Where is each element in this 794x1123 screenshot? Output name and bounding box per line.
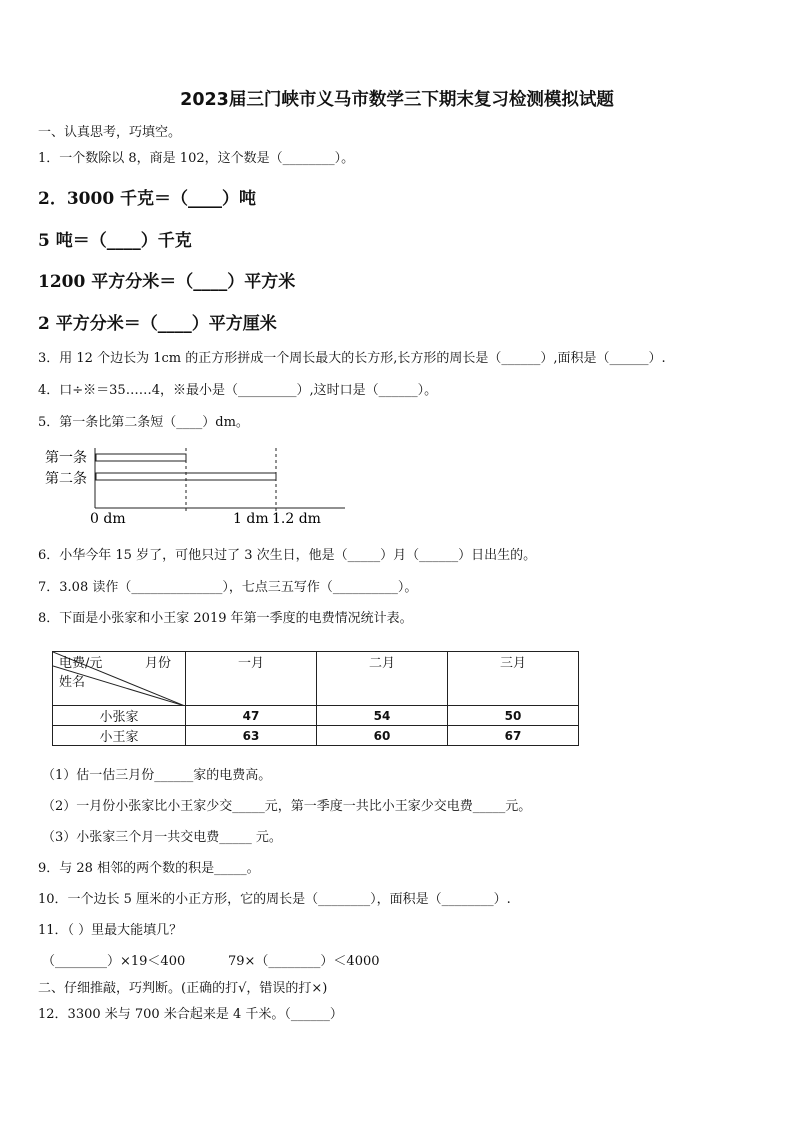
month-header-3: 三月 bbox=[448, 652, 579, 706]
question-8-2: （2）一月份小张家比小王家少交_____元，第一季度一共比小王家少交电费_____元。 bbox=[42, 799, 532, 814]
row-name-zhang: 小张家 bbox=[53, 706, 186, 726]
question-8-1: （1）估一估三月份______家的电费高。 bbox=[42, 768, 272, 783]
wang-feb-value: 60 bbox=[317, 726, 448, 746]
zhang-feb-value: 54 bbox=[317, 706, 448, 726]
month-header-2: 二月 bbox=[317, 652, 448, 706]
question-11: 11．（ ）里最大能填几？ bbox=[38, 923, 183, 938]
figure-label-first: 第一条 bbox=[45, 450, 87, 466]
table-header-name: 姓名 bbox=[59, 675, 86, 690]
question-8: 8．下面是小张家和小王家 2019 年第一季度的电费情况统计表。 bbox=[38, 611, 413, 626]
section-2-heading: 二、仔细推敲，巧判断。(正确的打√，错误的打×) bbox=[38, 981, 328, 996]
wang-mar-value: 67 bbox=[448, 726, 579, 746]
tick-label-12: 1.2 dm bbox=[272, 511, 321, 527]
question-2c: 1200 平方分米＝（____）平方米 bbox=[38, 272, 296, 292]
question-2d: 2 平方分米＝（____）平方厘米 bbox=[38, 314, 277, 334]
question-2b: 5 吨＝（____）千克 bbox=[38, 231, 192, 251]
question-9: 9．与 28 相邻的两个数的积是_____。 bbox=[38, 861, 260, 876]
question-11b: 79×（________）＜4000 bbox=[228, 954, 380, 969]
page-title: 2023届三门峡市义马市数学三下期末复习检测模拟试题 bbox=[180, 90, 614, 110]
zhang-jan-value: 47 bbox=[186, 706, 317, 726]
table-row bbox=[53, 726, 579, 746]
question-5: 5．第一条比第二条短（____）dm。 bbox=[38, 415, 249, 430]
tick-label-0: 0 dm bbox=[90, 511, 126, 527]
question-1: 1．一个数除以 8，商是 102，这个数是（________）。 bbox=[38, 151, 355, 166]
figure-label-second: 第二条 bbox=[45, 471, 87, 487]
question-10: 10．一个边长 5 厘米的小正方形，它的周长是（________），面积是（________）. bbox=[38, 892, 511, 907]
line-segment-figure bbox=[40, 440, 360, 532]
question-6: 6．小华今年 15 岁了，可他只过了 3 次生日，他是（_____）月（______）日出生的。 bbox=[38, 548, 537, 563]
table-header-month: 月份 bbox=[145, 656, 172, 671]
bar-first bbox=[96, 454, 186, 461]
table-header-diagonal-cell bbox=[53, 652, 186, 706]
wang-jan-value: 63 bbox=[186, 726, 317, 746]
zhang-mar-value: 50 bbox=[448, 706, 579, 726]
section-1-heading: 一、认真思考，巧填空。 bbox=[38, 125, 182, 140]
row-name-wang: 小王家 bbox=[53, 726, 186, 746]
question-2a: 2．3000 千克＝（____）吨 bbox=[38, 189, 257, 209]
electricity-table bbox=[52, 651, 579, 746]
table-header-fee: 电费/元 bbox=[59, 656, 103, 671]
table-row bbox=[53, 706, 579, 726]
question-7: 7．3.08 读作（______________），七点三五写作（__________）。 bbox=[38, 580, 418, 595]
month-header-1: 一月 bbox=[186, 652, 317, 706]
tick-label-1: 1 dm bbox=[233, 511, 269, 527]
question-11a: （________）×19＜400 bbox=[42, 954, 186, 969]
question-8-3: （3）小张家三个月一共交电费_____ 元。 bbox=[42, 830, 282, 845]
question-4: 4．口÷※＝35……4，※最小是（_________）,这时口是（______）。 bbox=[38, 383, 438, 398]
question-3: 3．用 12 个边长为 1cm 的正方形拼成一个周长最大的长方形,长方形的周长是（______）,面积是（______）. bbox=[38, 351, 666, 366]
question-12: 12．3300 米与 700 米合起来是 4 千米。（______） bbox=[38, 1007, 343, 1022]
